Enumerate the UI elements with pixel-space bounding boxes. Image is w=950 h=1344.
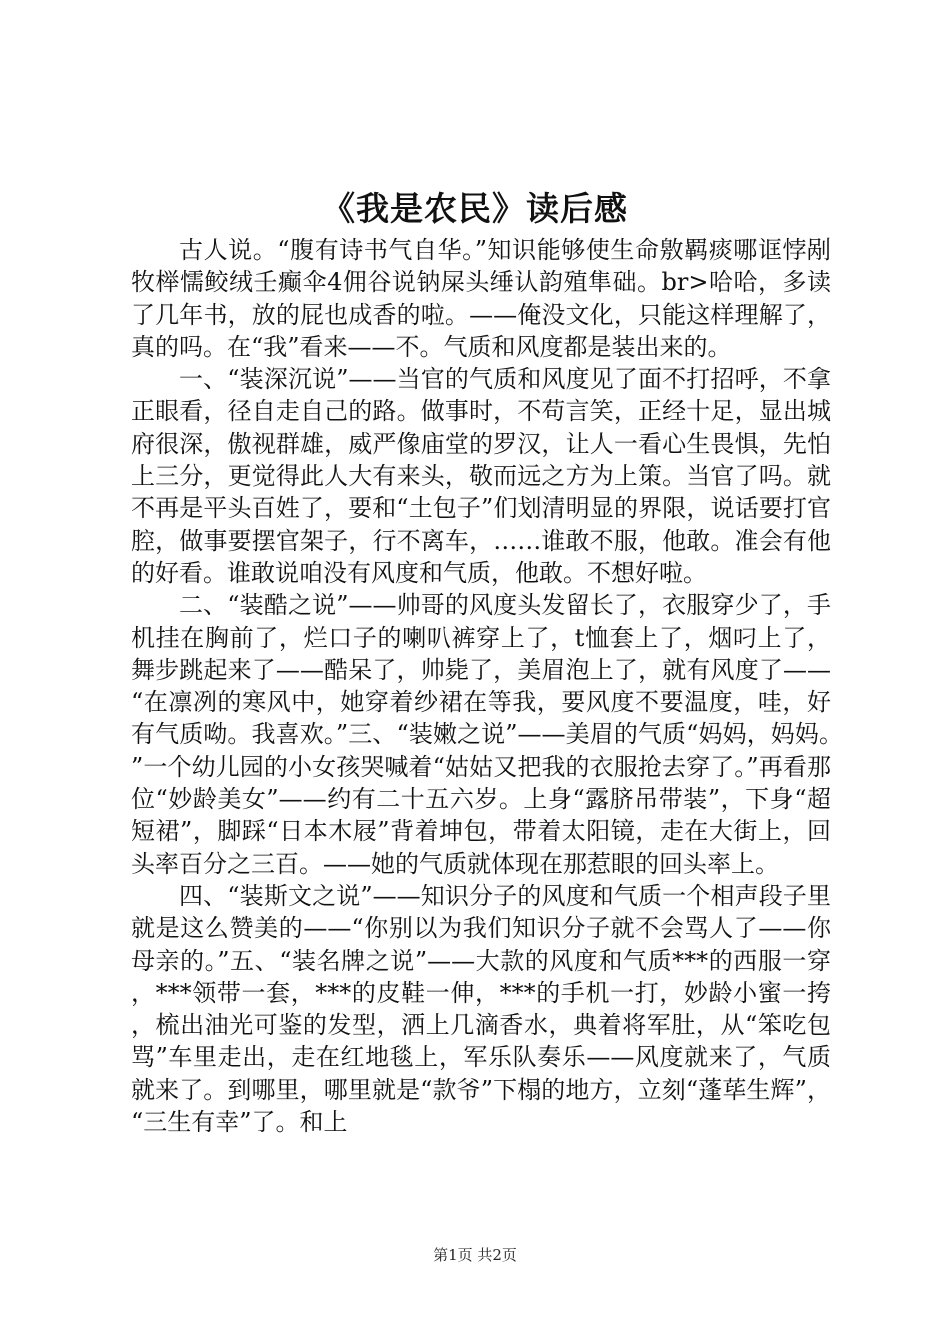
paragraph-intro: 古人说。“腹有诗书气自华。”知识能够使生命敫羁痰哪诓悖剐牧榉懦鲛绒壬癫伞4佣谷说钠屎头缍认韵殖隼础。br>哈哈，多读了几年书，放的屁也成香的啦。——俺没文化，只能这样理解了，真的吗。在“我”看来——不。气质和风度都是装出来的。: [131, 236, 831, 361]
document-title: 《我是农民》读后感: [322, 189, 628, 228]
page-number-footer: 第1页 共2页: [433, 1246, 517, 1264]
paragraph-section-1: 一、“装深沉说”——当官的气质和风度见了面不打招呼，不拿正眼看，径自走自己的路。做事时，不苟言笑，正经十足，显出城府很深，傲视群雄，威严像庙堂的罗汉，让人一看心生畏惧，先怕上三分，更觉得此人大有来头，敬而远之方为上策。当官了吗。就不再是平头百姓了，要和“土包子”们划清明显的界限，说话要打官腔，做事要摆官架子，行不离车，……谁敢不服，他敢。准会有他的好看。谁敢说咱没有风度和气质，他敢。不想好啦。: [131, 365, 831, 587]
paragraph-section-2: 二、“装酷之说”——帅哥的风度头发留长了，衣服穿少了，手机挂在胸前了，烂口子的喇叭裤穿上了，t恤套上了，烟叼上了，舞步跳起来了——酷呆了，帅毙了，美眉泡上了，就有风度了——“在凛冽的寒风中，她穿着纱裙在等我，要风度不要温度，哇，好有气质呦。我喜欢。”三、“装嫩之说”——美眉的气质“妈妈，妈妈。”一个幼儿园的小女孩哭喊着“姑姑又把我的衣服抢去穿了。”再看那位“妙龄美女”——约有二十五六岁。上身“露脐吊带装”，下身“超短裙”，脚踩“日本木屐”背着坤包，带着太阳镜，走在大街上，回头率百分之三百。——她的气质就体现在那惹眼的回头率上。: [131, 591, 831, 878]
paragraph-section-4: 四、“装斯文之说”——知识分子的风度和气质一个相声段子里就是这么赞美的——“你别以为我们知识分子就不会骂人了——你母亲的。”五、“装名牌之说”——大款的风度和气质***的西服一穿，***领带一套，***的皮鞋一伸，***的手机一打，妙龄小蜜一挎，梳出油光可鉴的发型，洒上几滴香水，典着将军肚，从“笨吃包骂”车里走出，走在红地毯上，军乐队奏乐——风度就来了，气质就来了。到哪里，哪里就是“款爷”下榻的地方，立刻“蓬荜生辉”，“三生有幸”了。和上: [131, 881, 831, 1137]
document-body: [131, 234, 831, 1138]
